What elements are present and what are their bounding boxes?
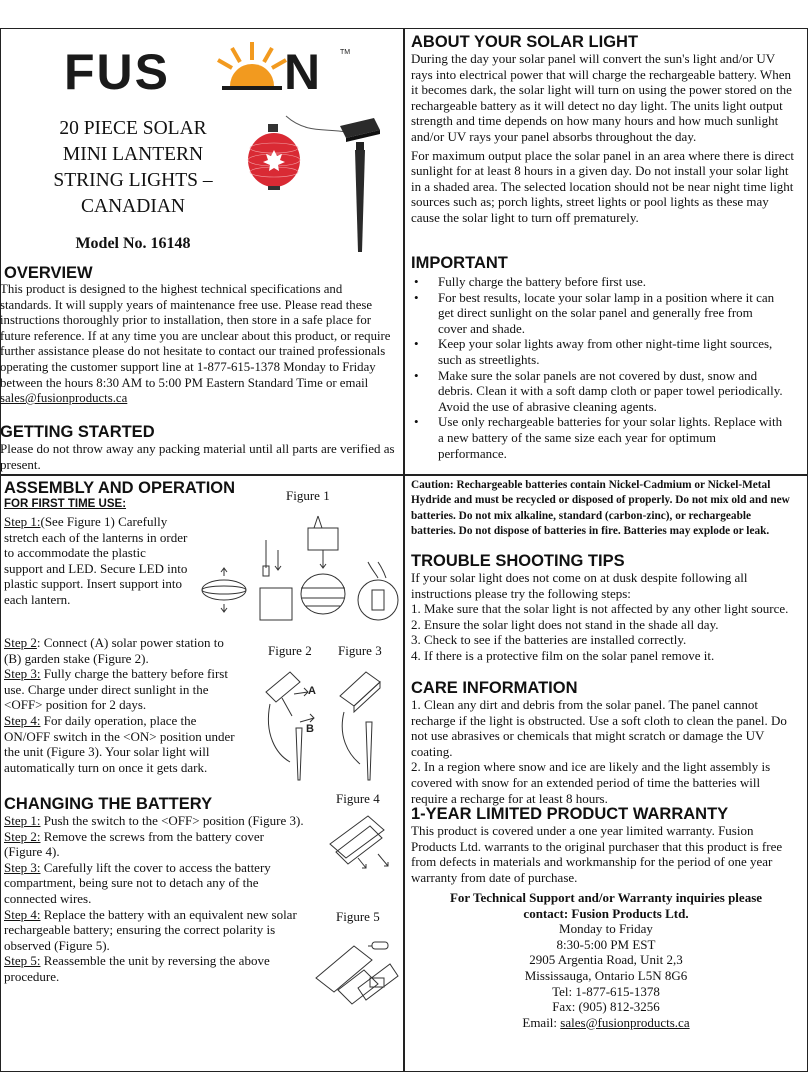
fusion-logo-graphic: [62, 34, 372, 104]
step-text: : Connect (A) solar power station to (B) garden stake (Figure 2).: [4, 635, 224, 666]
important-list: [409, 274, 784, 461]
figure-4-caption: Figure 4: [336, 791, 380, 806]
about-text: [411, 51, 796, 226]
figure-2-3-illustration: [256, 664, 402, 784]
overview-body: This product is designed to the highest technical specifications and standards. It will supply years of maintenance free use. Please read these instructions thoroughly prior to installation, then store in a safe place for future reference. If at any time you are unclear about this product, or require further assistance please do not hesitate to contact our trained professionals operating the customer support line at 1-877-615-1378 Monday to Friday between the hours 8:30 AM to 5:00 PM Eastern Standard Time or email: [0, 282, 391, 390]
figure-4-illustration: [322, 812, 402, 884]
sun-icon: [218, 42, 286, 90]
step-label: Step 2:: [4, 828, 41, 844]
list-item: 3. Check to see if the batteries are installed correctly.: [411, 632, 687, 648]
step-text: Carefully lift the cover to access the battery compartment, being sure not to detach any of the connected wires.: [4, 859, 271, 906]
support-heading-line: contact: Fusion Products Ltd.: [523, 905, 689, 921]
about-heading: ABOUT YOUR SOLAR LIGHT: [411, 33, 639, 51]
step-text: Reassemble the unit by reversing the above procedure.: [4, 953, 270, 984]
figure-3-caption: Figure 3: [338, 643, 382, 658]
assembly-steps-2-4: [4, 635, 244, 775]
important-heading: IMPORTANT: [411, 254, 508, 272]
getting-started-heading: GETTING STARTED: [0, 423, 155, 441]
step-text: Fully charge the battery before first use. Charge under direct sunlight in the <OFF> position for 2 days.: [4, 666, 228, 713]
list-item: • For best results, locate your solar lamp in a position where it can get direct sunlight on the solar panel and generally free from cover and shade.: [409, 290, 784, 337]
figure-2-caption: Figure 2: [268, 643, 312, 658]
overview-email-link[interactable]: sales@fusionproducts.ca: [0, 391, 128, 406]
step-text: Replace the battery with an equivalent new solar rechargeable battery; ensuring the correct polarity is observed (Figure 5).: [4, 906, 297, 953]
product-image: [246, 104, 394, 258]
support-line: 8:30-5:00 PM EST: [556, 936, 656, 952]
step-label: Step 1:: [4, 514, 41, 529]
list-item: 2. Ensure the solar light does not stand in the shade all day.: [411, 616, 719, 632]
assembly-step-1: [4, 514, 188, 608]
step-text: (See Figure 1) Carefully stretch each of the lanterns in order to accommodate the plastic support and LED. Secure LED into plastic support. Insert support into each lantern.: [4, 514, 188, 607]
care-text: [411, 697, 796, 806]
figure-label-a: A: [308, 685, 316, 697]
figure-1-caption: Figure 1: [286, 488, 330, 503]
figure-5-illustration: [310, 928, 402, 1034]
figure-label-b: B: [306, 723, 314, 735]
support-block: [404, 890, 808, 1030]
care-heading: CARE INFORMATION: [411, 679, 578, 697]
about-paragraph: For maximum output place the solar panel in an area where there is direct sunlight for at least 8 hours in a given day. Do not install your solar light in a shaded area. The selected location should not be near night time light sources such as; porch lights, street lights or pool lights as these may cause the solar light to turn off prematurely.: [411, 147, 794, 225]
model-number: Model No. 16148: [75, 235, 191, 252]
step-label: Step 2: [4, 635, 37, 650]
trademark-mark: TM: [340, 49, 351, 56]
support-line: Tel: 1-877-615-1378: [552, 983, 660, 999]
logo-text-left: FUS: [64, 44, 170, 100]
support-line: Fax: (905) 812-3256: [552, 999, 660, 1015]
logo-text-right: N: [284, 44, 321, 100]
warranty-text: This product is covered under a one year limited warranty. Fusion Products Ltd. warrants to the original purchaser that this product is free from defects in materials and workmanship for the period of one year warranty from date of purchase.: [411, 823, 783, 885]
list-item: 4. If there is a protective film on the solar panel remove it.: [411, 647, 715, 663]
battery-steps: [4, 813, 304, 985]
support-line: Monday to Friday: [559, 921, 653, 937]
figure-5-caption: Figure 5: [336, 909, 380, 924]
list-item: • Keep your solar lights away from other night-time light sources, such as streetlights.: [409, 336, 784, 367]
product-title-line: CANADIAN: [81, 196, 185, 217]
support-line: Mississauga, Ontario L5N 8G6: [524, 967, 688, 983]
figure-1-illustration: [196, 510, 402, 630]
step-label: Step 1:: [4, 813, 41, 828]
about-paragraph: During the day your solar panel will convert the sun's light and/or UV rays into electrical power that will charge the rechargeable battery. When it becomes dark, the solar light will turn on using the power stored on the rechargeable battery as it will detect no day light. The units light output strength and time depends on how many hours and how much sunlight and/or UV rays your panel absorbs throughout the day.: [411, 51, 792, 144]
product-title-line: MINI LANTERN: [62, 144, 204, 165]
step-label: Step 3:: [4, 666, 41, 682]
fusion-logo: [62, 34, 372, 104]
product-title-line: STRING LIGHTS –: [53, 170, 213, 191]
product-title-line: 20 PIECE SOLAR: [59, 118, 207, 139]
warranty-heading: 1-YEAR LIMITED PRODUCT WARRANTY: [411, 805, 729, 823]
support-email-link[interactable]: sales@fusionproducts.ca: [560, 1014, 690, 1030]
step-label: Step 3:: [4, 859, 41, 875]
care-paragraph: 2. In a region where snow and ice are likely and the light assembly is covered with snow for an extended period of time the batteries will require a recharge for at least 8 hours.: [411, 759, 771, 806]
list-item: 1. Make sure that the solar light is not affected by any other light source.: [411, 601, 789, 617]
trouble-heading: TROUBLE SHOOTING TIPS: [411, 552, 625, 570]
getting-started-text: Please do not throw away any packing material until all parts are verified as present.: [0, 441, 395, 472]
overview-text: [0, 282, 395, 407]
list-item: • Fully charge the battery before first use.: [409, 274, 784, 290]
care-paragraph: 1. Clean any dirt and debris from the solar panel. The panel cannot recharge if the light is obstructed. Use a soft cloth to clean the panel. Do not use abrasives or chemicals that might scratch or damage the UV coating.: [411, 697, 787, 759]
support-heading-line: For Technical Support and/or Warranty inquiries please: [449, 890, 763, 905]
trouble-intro: If your solar light does not come on at dusk despite following all instructions please try the following steps:: [411, 570, 748, 601]
step-label: Step 4:: [4, 906, 41, 922]
trouble-text: [411, 570, 796, 664]
support-line: 2905 Argentia Road, Unit 2,3: [529, 952, 683, 968]
assembly-subheading: FOR FIRST TIME USE:: [4, 498, 127, 510]
support-email-label: Email:: [522, 1014, 561, 1030]
step-text: Remove the screws from the battery cover (Figure 4).: [4, 828, 264, 860]
list-item: • Use only rechargeable batteries for your solar lights. Replace with a new battery of the same size each year for optimum performance.: [409, 414, 784, 461]
overview-heading: OVERVIEW: [4, 264, 93, 282]
step-label: Step 4:: [4, 712, 41, 728]
caution-text: Caution: Rechargeable batteries contain Nickel-Cadmium or Nickel-Metal Hydride and must be recycled or disposed of properly. Do not mix old and new batteries. Do not mix alkaline, standard (carbon-zinc), or rechargeable batteries. Do not dispose of batteries in fire. Batteries may explode or leak.: [411, 479, 790, 538]
battery-heading: CHANGING THE BATTERY: [4, 795, 213, 813]
support-email-line: [404, 1015, 808, 1031]
list-item: • Make sure the solar panels are not covered by dust, snow and debris. Clean it with a soft damp cloth or paper towel periodically. Avoid the use of abrasive cleaning agents.: [409, 368, 784, 415]
assembly-heading: ASSEMBLY AND OPERATION: [4, 479, 236, 497]
step-label: Step 5:: [4, 953, 41, 969]
step-text: Push the switch to the <OFF> position (Figure 3).: [40, 813, 304, 828]
product-title: [28, 116, 238, 220]
step-text: For daily operation, place the ON/OFF switch in the <ON> position under the unit (Figure 3). Your solar light will automatically turn on once it gets dark.: [4, 712, 235, 775]
